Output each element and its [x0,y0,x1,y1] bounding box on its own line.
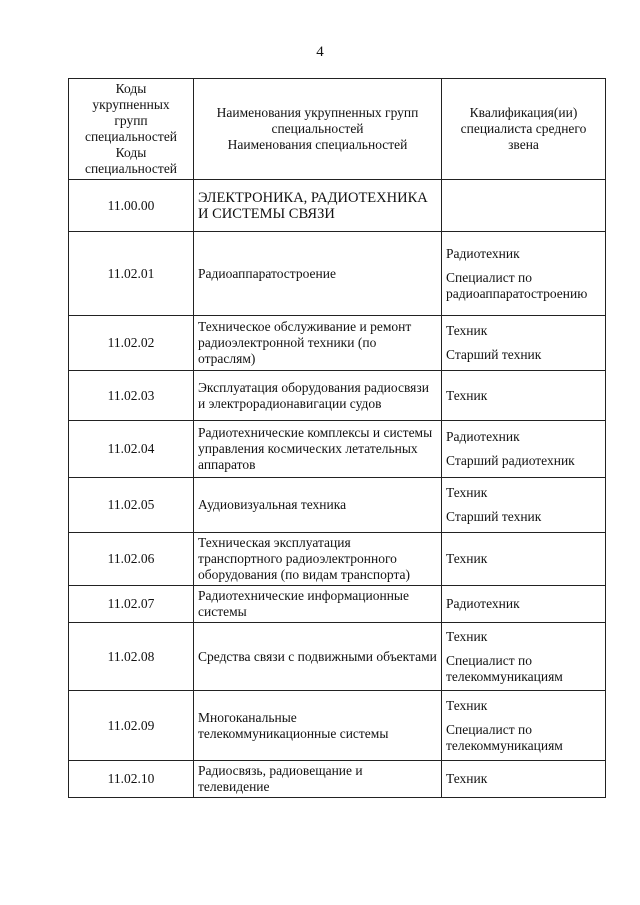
specialty-name: Техническая эксплуатация транспортного радиоэлектронного оборудования (по видам транспорта) [194,533,442,586]
specialty-qualification [442,232,606,316]
table-row [69,421,606,478]
specialty-qualification [442,761,606,798]
table-row [69,478,606,533]
specialty-code: 11.02.07 [69,586,194,623]
qualification-primary: Техник [446,697,488,713]
qualification-secondary: Специалист по телекоммуникациям [446,652,563,684]
specialty-qualification [442,316,606,371]
qualification-secondary: Специалист по радиоаппаратостроению [446,269,588,301]
specialty-code: 11.02.09 [69,691,194,761]
specialty-qualification [442,478,606,533]
table-row [69,691,606,761]
specialty-name: Радиотехнические комплексы и системы управления космических летательных аппаратов [194,421,442,478]
specialty-name: Радиоаппаратостроение [194,232,442,316]
specialty-code: 11.02.10 [69,761,194,798]
specialty-code: 11.02.03 [69,371,194,421]
specialty-name: Радиотехнические информационные системы [194,586,442,623]
table-header-row [69,79,606,180]
specialty-code: 11.02.01 [69,232,194,316]
qualification-secondary: Старший техник [446,347,542,362]
specialty-name: Техническое обслуживание и ремонт радиоэлектронной техники (по отраслям) [194,316,442,371]
specialty-qualification [442,371,606,421]
header-codes: Коды укрупненных групп специальностей Коды специальностей [69,79,194,180]
qualification-primary: Техник [446,551,488,566]
group-code: 11.00.00 [69,180,194,232]
specialty-qualification [442,533,606,586]
group-name: ЭЛЕКТРОНИКА, РАДИОТЕХНИКА И СИСТЕМЫ СВЯЗИ [194,180,442,232]
qualification-primary: Техник [446,628,488,644]
qualification-primary: Техник [446,387,488,403]
specialty-qualification [442,421,606,478]
table-row [69,623,606,691]
qualification-primary: Радиотехник [446,596,520,611]
specialty-qualification [442,586,606,623]
qualification-primary: Техник [446,771,488,786]
table-row [69,371,606,421]
qualification-primary: Техник [446,323,488,338]
specialty-qualification [442,691,606,761]
specialty-code: 11.02.02 [69,316,194,371]
table-row [69,533,606,586]
qualification-secondary: Специалист по телекоммуникациям [446,721,563,753]
page-number: 4 [316,44,324,60]
specialty-code: 11.02.04 [69,421,194,478]
specialty-name: Радиосвязь, радиовещание и телевидение [194,761,442,798]
header-names: Наименования укрупненных групп специальностей Наименования специальностей [194,79,442,180]
specialty-name: Аудиовизуальная техника [194,478,442,533]
qualification-primary: Радиотехник [446,245,520,261]
table-row [69,586,606,623]
header-qualification: Квалификация(ии) специалиста среднего звена [442,79,606,180]
specialty-name: Средства связи с подвижными объектами [194,623,442,691]
specialty-name: Многоканальные телекоммуникационные системы [194,691,442,761]
qualification-primary: Радиотехник [446,429,520,444]
qualification-secondary: Старший техник [446,509,542,524]
qualification-secondary: Старший радиотехник [446,453,575,468]
qualification-primary: Техник [446,485,488,500]
specialty-name: Эксплуатация оборудования радиосвязи и электрорадионавигации судов [194,371,442,421]
table-row [69,232,606,316]
specialty-code: 11.02.05 [69,478,194,533]
group-row [69,180,606,232]
group-qualification [442,180,606,232]
table-row [69,761,606,798]
specialty-code: 11.02.06 [69,533,194,586]
specialty-qualification [442,623,606,691]
table-row [69,316,606,371]
specialty-code: 11.02.08 [69,623,194,691]
specialties-table [68,78,606,798]
